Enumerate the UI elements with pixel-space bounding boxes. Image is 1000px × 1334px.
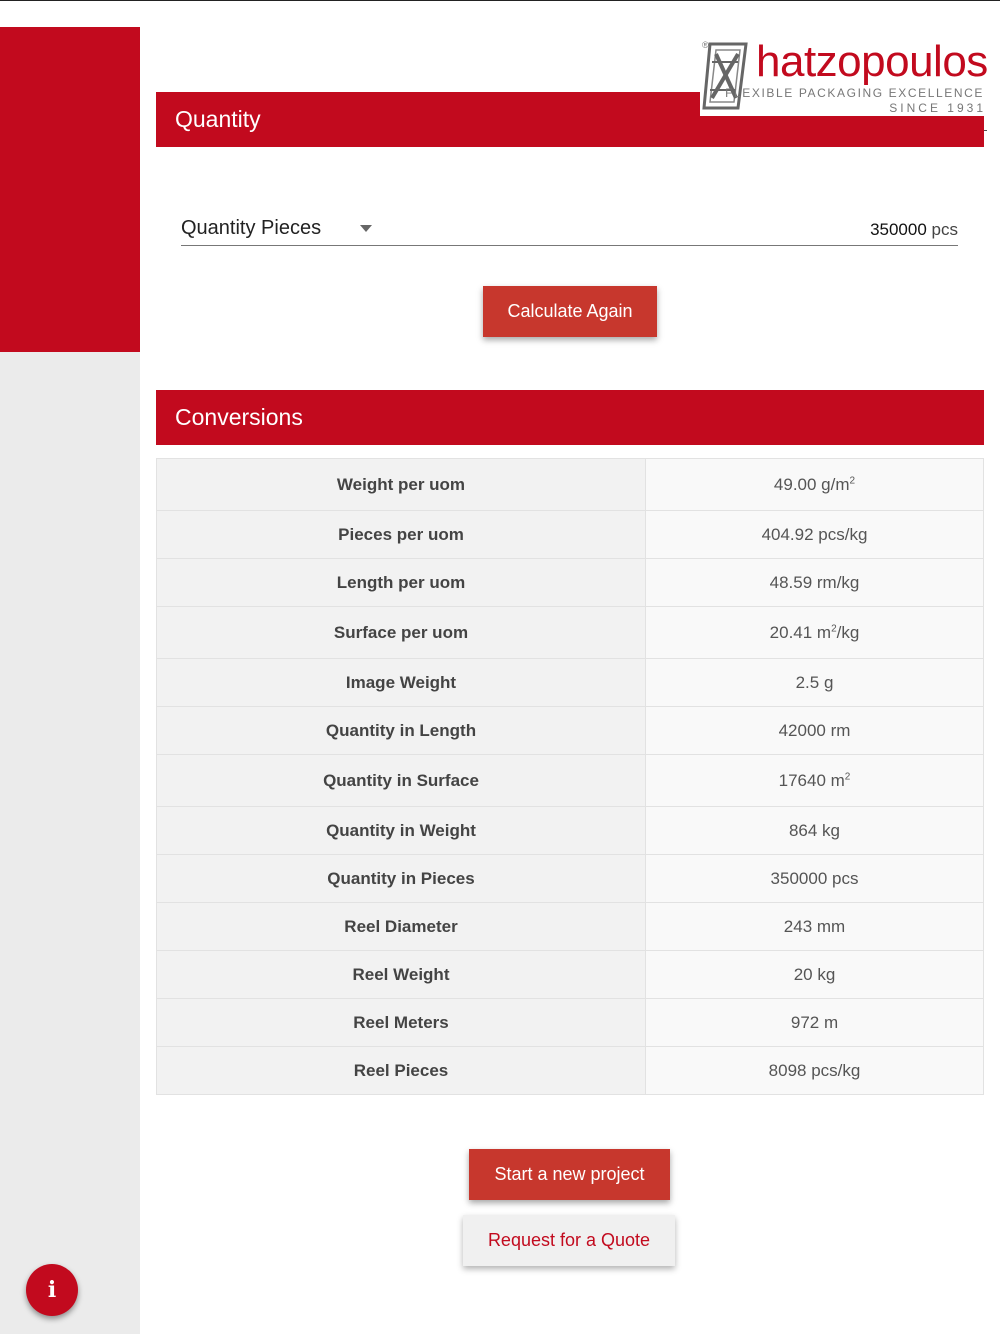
- conversion-label: Length per uom: [157, 559, 646, 607]
- brand-name: hatzopoulos: [756, 37, 988, 86]
- conversion-value-cell: [646, 855, 984, 903]
- conversion-value: 42000 rm: [778, 720, 851, 740]
- request-quote-button[interactable]: Request for a Quote: [463, 1215, 675, 1266]
- table-row: [157, 807, 984, 855]
- quantity-type-label: Quantity Pieces: [181, 217, 322, 239]
- top-rule: [0, 0, 1000, 1]
- conversion-value-cell: [646, 755, 984, 807]
- conversion-label: Quantity in Surface: [157, 755, 646, 807]
- conversion-value-cell: [646, 951, 984, 999]
- conversion-value: 243 mm: [783, 916, 846, 936]
- conversion-value: 49.00 g/m: [773, 474, 850, 494]
- conversion-label: Quantity in Weight: [157, 807, 646, 855]
- conversion-value-suffix: /kg: [836, 622, 860, 642]
- table-row: [157, 755, 984, 807]
- table-row: [157, 459, 984, 511]
- conversion-value: 2.5 g: [795, 672, 834, 692]
- table-row: [157, 659, 984, 707]
- table-row: [157, 559, 984, 607]
- conversion-label: Reel Pieces: [157, 1047, 646, 1095]
- conversion-value-exponent: 2: [831, 622, 837, 634]
- brand-tagline: FLEXIBLE PACKAGING EXCELLENCE: [725, 86, 984, 100]
- conversion-value-cell: [646, 511, 984, 559]
- quantity-unit: pcs: [931, 220, 958, 239]
- conversion-label: Reel Weight: [157, 951, 646, 999]
- quantity-input-row: [181, 210, 958, 246]
- conversion-label: Weight per uom: [157, 459, 646, 511]
- conversion-value-cell: [646, 559, 984, 607]
- conversion-value: 8098 pcs/kg: [768, 1060, 861, 1080]
- conversion-value: 20 kg: [793, 964, 836, 984]
- table-row: [157, 1047, 984, 1095]
- conversions-table: [156, 458, 984, 1095]
- conversion-value-cell: [646, 659, 984, 707]
- registered-mark: ®: [702, 40, 709, 50]
- table-row: [157, 511, 984, 559]
- conversions-table-body: [157, 459, 984, 1095]
- conversion-value-cell: [646, 903, 984, 951]
- table-row: [157, 855, 984, 903]
- conversion-value: 20.41 m: [769, 622, 832, 642]
- conversion-label: Image Weight: [157, 659, 646, 707]
- conversion-label: Quantity in Length: [157, 707, 646, 755]
- quantity-input[interactable]: [870, 210, 958, 246]
- conversion-label: Reel Diameter: [157, 903, 646, 951]
- chevron-down-icon: [360, 225, 372, 232]
- conversion-value-cell: [646, 807, 984, 855]
- conversion-value-exponent: 2: [844, 770, 851, 782]
- table-row: [157, 707, 984, 755]
- conversion-label: Pieces per uom: [157, 511, 646, 559]
- conversion-value: 972 m: [790, 1012, 839, 1032]
- conversion-value: 404.92 pcs/kg: [761, 524, 868, 544]
- quantity-type-select[interactable]: [181, 210, 381, 246]
- conversion-label: Surface per uom: [157, 607, 646, 659]
- quantity-section-title: Quantity: [175, 106, 261, 132]
- info-icon: i: [47, 1277, 57, 1303]
- logo-emblem-icon: [702, 40, 752, 112]
- info-button[interactable]: [26, 1264, 78, 1316]
- conversion-value-cell: [646, 1047, 984, 1095]
- conversion-value: 864 kg: [788, 820, 841, 840]
- conversion-label: Quantity in Pieces: [157, 855, 646, 903]
- logo-edge-rule: [984, 130, 987, 131]
- table-row: [157, 903, 984, 951]
- brand-since: SINCE 1931: [889, 101, 986, 115]
- conversion-value-cell: [646, 707, 984, 755]
- conversion-value: 17640 m: [778, 770, 845, 790]
- table-row: [157, 999, 984, 1047]
- conversions-section-header: [156, 390, 984, 445]
- start-new-project-button[interactable]: Start a new project: [469, 1149, 670, 1200]
- conversion-value: 48.59 rm/kg: [769, 572, 860, 592]
- conversions-section-title: Conversions: [175, 404, 303, 430]
- conversion-value: 350000 pcs: [770, 868, 859, 888]
- brand-logo: [700, 38, 990, 116]
- conversion-value-cell: [646, 459, 984, 511]
- table-row: [157, 607, 984, 659]
- left-rail-accent: [0, 27, 140, 352]
- table-row: [157, 951, 984, 999]
- conversion-label: Reel Meters: [157, 999, 646, 1047]
- conversion-value-exponent: 2: [849, 474, 856, 486]
- calculate-again-button[interactable]: Calculate Again: [483, 286, 657, 337]
- conversion-value-cell: [646, 607, 984, 659]
- quantity-value: 350000: [870, 220, 927, 239]
- conversion-value-cell: [646, 999, 984, 1047]
